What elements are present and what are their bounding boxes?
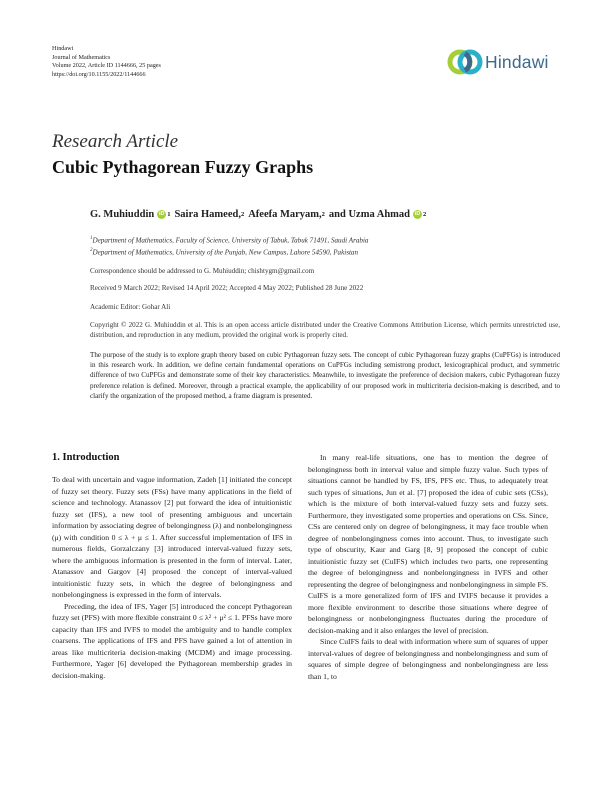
copyright-notice: Copyright © 2022 G. Muhiuddin et al. This is an open access article distributed under the Creative Commons Attribution License, which permits unrestricted use, distribution, and reproduction in any medium, provided the original work is properly cited. [90, 321, 560, 340]
affiliation-item: $^2$Department of Mathematics, University of the Punjab, New Campus, Lahore 54590, Pakistan [90, 247, 359, 257]
author-affiliation-mark: 1 [167, 211, 171, 218]
orcid-icon[interactable]: iD [414, 211, 421, 217]
correspondence: Correspondence should be addressed to G. Muhiuddin; chishtygm@gmail.com [90, 267, 315, 275]
paragraph: Since CuIFS fails to deal with information where sum of squares of upper interval-values of degree of belongingness and nonbelongingness and sum of squares of simple degree of belongingness and nonbelongingness are less than 1, to [308, 637, 548, 681]
author-affiliation-mark: 2 [321, 211, 325, 218]
abstract: The purpose of the study is to explore graph theory based on cubic Pythagorean fuzzy sets. The concept of cubic Pythagorean fuzzy graphs (CuPFGs) is introduced in this research work. In addition, we define certain fundamental operations on CuPFGs including semistrong product, lexicographical product, and symmetric difference of two CuPFGs and demonstrate some of their key characteristics. Meanwhile, to investigate the preference of decision makers, cubic Pythagorean fuzzy preference relation is defined. Moreover, through a practical example, the applicability of our proposed work in multicriteria decision-making is described, and to clarify the organization of the proposed method, a frame diagram is presented. [90, 351, 560, 400]
body-column-left [52, 474, 292, 681]
author-name[interactable]: G. Muhiuddin [90, 209, 155, 220]
affiliation-item: $^1$Department of Mathematics, Faculty of Science, University of Tabuk, Tabuk 71491, Saudi Arabia [90, 236, 369, 245]
academic-editor: Academic Editor: Gohar Ali [90, 303, 171, 311]
section-heading: 1. Introduction [52, 452, 120, 463]
article-title: Cubic Pythagorean Fuzzy Graphs [52, 157, 314, 177]
orcid-icon[interactable]: iD [158, 211, 165, 217]
author-affiliation-mark: 2 [240, 211, 245, 218]
paragraph: Preceding, the idea of IFS, Yager [5] introduced the concept Pythagorean fuzzy set (PFS) with more flexible constraint 0 ≤ λ² + μ² ≤ 1. PFSs have more capacity than IFS and IVFS to model the ambiguity and to handle complex coarsens. The applications of IFS and PFS have gained a lot of attention in areas like multicriteria decision-making (MCDM) and image processing. Furthermore, Yager [6] developed the Pythagorean membership grades in decision-making. [52, 601, 292, 680]
author-list [90, 209, 430, 220]
logo-text: Hindawi [485, 51, 549, 72]
doi-link[interactable]: https://doi.org/10.1155/2022/1144666 [52, 70, 146, 78]
affiliations [90, 234, 560, 257]
publication-dates: Received 9 March 2022; Revised 14 April 2022; Accepted 4 May 2022; Published 28 June 2022 [90, 284, 364, 292]
journal-metadata [52, 45, 161, 79]
author-name[interactable]: and Uzma Ahmad [328, 209, 411, 220]
hindawi-logo-icon [447, 45, 483, 79]
author-affiliation-mark: 2 [423, 211, 427, 218]
article-type: Research Article [52, 131, 179, 152]
body-column-right [308, 452, 548, 682]
author-name[interactable]: Afeefa Maryam, [248, 209, 322, 220]
publisher-name: Hindawi [52, 45, 74, 52]
paragraph: In many real-life situations, one has to mention the degree of belongingness both in interval value and simple fuzzy value. Such types of situations cannot be handled by FS, IFS, PFS etc. Thus, to adequately treat such types of situations, Jun et al. [7] proposed the idea of cubic sets (CSs), which is the mixture of both interval-valued fuzzy sets and fuzzy sets. Furthermore, they investigated some properties and operations on CSs. Since, CSs are centered only on degree of belongingness, it may face trouble when degree of nonbelongingness comes into account. Thus, to investigate such type of obscurity, Kaur and Garg [8, 9] proposed the concept of cubic intuitionistic fuzzy set (CuIFS) which includes two parts, one representing the degree of belongingness and nonbelongingness in IVFS and other representing the degree of belongingness and nonbelongingness in simple FS. CuIFS is a more generalized form of IFS and IVIFS because it provides a more flexible environment to describe those situations where degree of belongingness or nonbelongingness fluctuates during the procedure of decision-making and it also enlarges the level of precision. [308, 453, 548, 635]
author-name[interactable]: Saira Hameed, [174, 209, 241, 220]
volume-info: Volume 2022, Article ID 1144666, 25 pages [52, 62, 161, 70]
journal-name: Journal of Mathematics [52, 53, 111, 61]
paragraph: To deal with uncertain and vague information, Zadeh [1] initiated the concept of fuzzy set theory. Fuzzy sets (FSs) have many applications in the field of science and technology. Atanassov [2] put forward the idea of intuitionistic fuzzy set (IFS), a new tool of presenting ambiguous and uncertain information by associating degree of belongingness (λ) and nonbelongingness (μ) with condition 0 ≤ λ + μ ≤ 1. After successful implementation of IFS in numerous fields, Gorzalczany [3] introduced interval-valued fuzzy sets, where the ambiguous information is presented in the form of interval. Later, Atanassov and Gargov [4] proposed the concept of interval-valued intuitionistic fuzzy sets, in which the degree of belongingness and nonbelongingness is expressed in the form of intervals. [52, 475, 292, 599]
hindawi-logo[interactable] [447, 45, 557, 79]
